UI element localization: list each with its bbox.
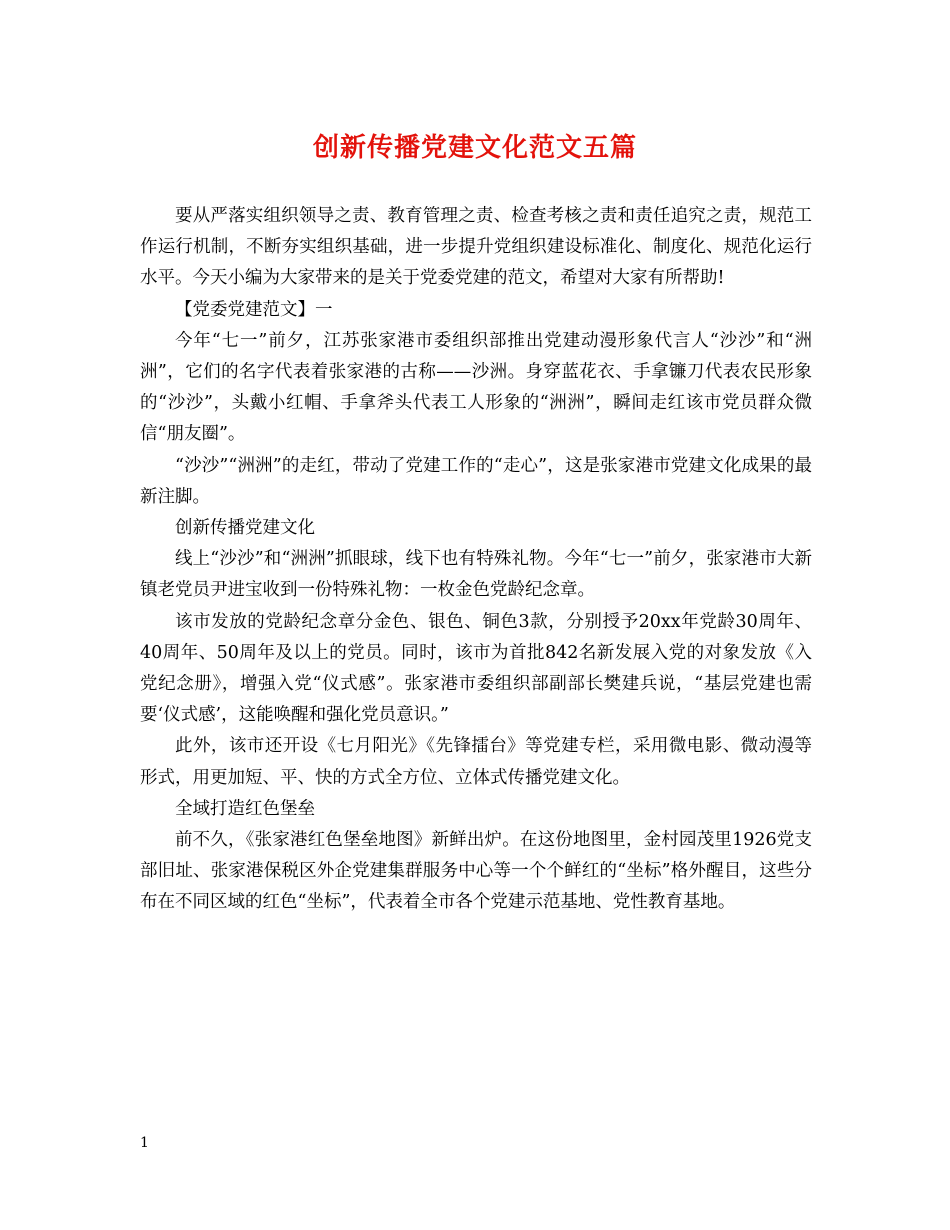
page-number: 1 — [140, 1135, 149, 1151]
body-paragraph: 线上“沙沙”和“洲洲”抓眼球，线下也有特殊礼物。今年“七一”前夕，张家港市大新镇老党员尹进宝收到一份特殊礼物：一枚金色党龄纪念章。 — [140, 549, 812, 601]
body-paragraph: 今年“七一”前夕，江苏张家港市委组织部推出党建动漫形象代言人“沙沙”和“洲洲”，它们的名字代表着张家港的古称——沙洲。身穿蓝花衣、手拿镰刀代表农民形象的“沙沙”，头戴小红帽、手拿斧头代表工人形象的“洲洲”，瞬间走红该市党员群众微信“朋友圈”。 — [140, 330, 812, 445]
section-heading-red-fortress: 全域打造红色堡垒 — [175, 798, 315, 819]
section-heading-culture: 创新传播党建文化 — [175, 518, 315, 539]
body-paragraph: 此外，该市还开设《七月阳光》《先锋擂台》等党建专栏，采用微电影、微动漫等形式，用更加短、平、快的方式全方位、立体式传播党建文化。 — [140, 736, 812, 788]
document-title: 创新传播党建文化范文五篇 — [312, 133, 637, 163]
section-heading-party-committee: 【党委党建范文】一 — [175, 299, 333, 320]
document-body — [140, 201, 812, 919]
body-paragraph: 前不久，《张家港红色堡垒地图》新鲜出炉。在这份地图里，金村园茂里1926党支部旧址、张家港保税区外企党建集群服务中心等一个个鲜红的“坐标”格外醒目，这些分布在不同区域的红色“坐标”，代表着全市各个党建示范基地、党性教育基地。 — [140, 830, 812, 913]
body-paragraph: “沙沙”“洲洲”的走红，带动了党建工作的“走心”，这是张家港市党建文化成果的最新注脚。 — [140, 455, 812, 507]
body-paragraph: 该市发放的党龄纪念章分金色、银色、铜色3款，分别授予20xx年党龄30周年、40周年、50周年及以上的党员。同时，该市为首批842名新发展入党的对象发放《入党纪念册》，增强入党“仪式感”。张家港市委组织部副部长樊建兵说，“基层党建也需要‘仪式感’，这能唤醒和强化党员意识。” — [140, 611, 812, 726]
intro-paragraph: 要从严落实组织领导之责、教育管理之责、检查考核之责和责任追究之责，规范工作运行机制，不断夯实组织基础，进一步提升党组织建设标准化、制度化、规范化运行水平。今天小编为大家带来的是关于党委党建的范文，希望对大家有所帮助! — [140, 206, 812, 289]
